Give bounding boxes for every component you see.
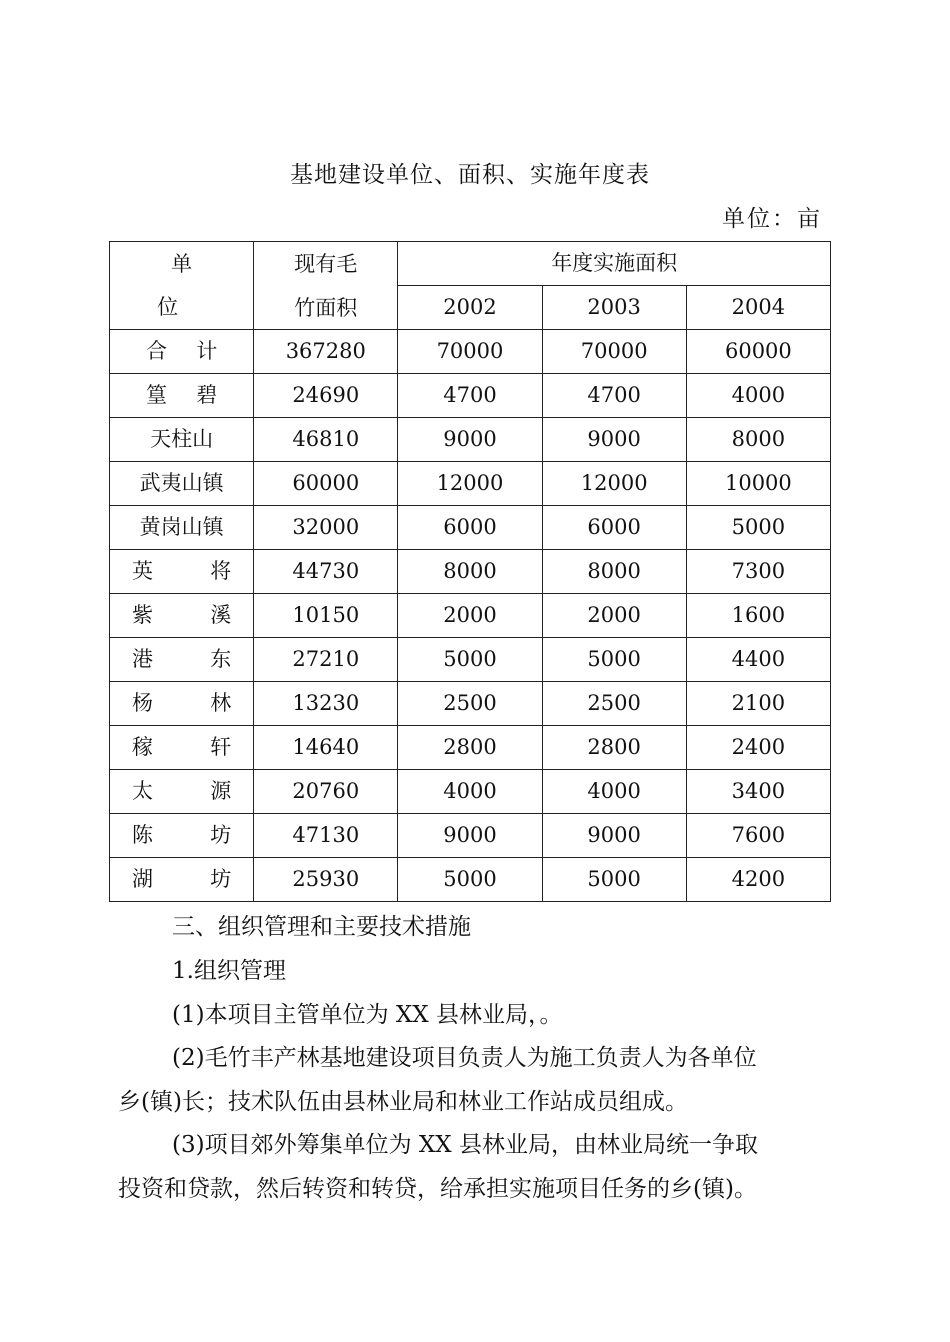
- row-unit-char: 杨: [132, 691, 153, 715]
- cell-y2004: 2100: [686, 682, 830, 726]
- cell-y2003: 9000: [542, 418, 686, 462]
- table-row: [110, 682, 831, 726]
- row-unit-char: 港: [132, 647, 153, 671]
- header-current-area: [254, 242, 398, 330]
- cell-current: 44730: [254, 550, 398, 594]
- header-current-line2: 竹面积: [294, 295, 358, 320]
- row-unit-name: [110, 726, 254, 770]
- cell-current: 13230: [254, 682, 398, 726]
- row-unit-name: [110, 550, 254, 594]
- cell-y2002: 2000: [398, 594, 542, 638]
- cell-y2002: 4700: [398, 374, 542, 418]
- row-unit-name: 武夷山镇: [110, 462, 254, 506]
- cell-current: 14640: [254, 726, 398, 770]
- cell-y2004: 8000: [686, 418, 830, 462]
- cell-y2003: 9000: [542, 814, 686, 858]
- cell-current: 60000: [254, 462, 398, 506]
- row-unit-char: 将: [210, 559, 232, 583]
- cell-y2004: 4200: [686, 858, 830, 902]
- paragraph-item3-line2: 投资和贷款，然后转资和转贷，给承担实施项目任务的乡(镇)。: [118, 1176, 757, 1202]
- cell-current: 27210: [254, 638, 398, 682]
- cell-current: 10150: [254, 594, 398, 638]
- row-unit-char: 碧: [196, 383, 218, 407]
- table-title: 基地建设单位、面积、实施年度表: [290, 162, 650, 188]
- section-heading: 三、组织管理和主要技术措施: [172, 914, 471, 940]
- row-unit-char: 坊: [210, 823, 232, 847]
- paragraph-item2-line2: 乡(镇)长；技术队伍由县林业局和林业工作站成员组成。: [118, 1089, 688, 1115]
- cell-y2002: 2500: [398, 682, 542, 726]
- header-year: 2002: [398, 286, 542, 330]
- row-unit-char: 英: [132, 559, 153, 583]
- row-unit-name: [110, 814, 254, 858]
- row-unit-char: 篁: [146, 383, 167, 407]
- cell-y2003: 8000: [542, 550, 686, 594]
- row-unit-char: 陈: [132, 823, 153, 847]
- table-row: [110, 550, 831, 594]
- subsection-heading: 1.组织管理: [172, 958, 286, 984]
- row-unit-char: 林: [210, 691, 232, 715]
- cell-y2002: 5000: [398, 638, 542, 682]
- cell-y2004: 1600: [686, 594, 830, 638]
- cell-y2003: 5000: [542, 638, 686, 682]
- row-unit-name: 黄岗山镇: [110, 506, 254, 550]
- table-row: [110, 462, 831, 506]
- table-row: [110, 374, 831, 418]
- cell-y2003: 6000: [542, 506, 686, 550]
- cell-y2002: 12000: [398, 462, 542, 506]
- cell-y2002: 5000: [398, 858, 542, 902]
- cell-y2003: 4000: [542, 770, 686, 814]
- row-unit-char: 轩: [210, 735, 232, 759]
- row-unit-char: 溪: [210, 603, 232, 627]
- row-unit-name: [110, 374, 254, 418]
- row-unit-char: 湖: [132, 867, 153, 891]
- unit-label: 单位：亩: [722, 206, 822, 232]
- row-unit-char: 紫: [132, 603, 153, 627]
- cell-y2003: 4700: [542, 374, 686, 418]
- row-unit-char: 合: [146, 339, 167, 363]
- cell-y2002: 6000: [398, 506, 542, 550]
- cell-current: 367280: [254, 330, 398, 374]
- header-year: 2004: [686, 286, 830, 330]
- table-row: [110, 594, 831, 638]
- cell-y2004: 7600: [686, 814, 830, 858]
- cell-y2003: 2500: [542, 682, 686, 726]
- cell-current: 20760: [254, 770, 398, 814]
- cell-y2003: 70000: [542, 330, 686, 374]
- table-row: [110, 638, 831, 682]
- cell-current: 47130: [254, 814, 398, 858]
- cell-current: 46810: [254, 418, 398, 462]
- table-row: [110, 858, 831, 902]
- header-unit: 单 位: [110, 242, 254, 330]
- cell-y2004: 4000: [686, 374, 830, 418]
- row-unit-name: [110, 682, 254, 726]
- cell-y2002: 8000: [398, 550, 542, 594]
- table-row: [110, 330, 831, 374]
- row-unit-char: 东: [210, 647, 232, 671]
- row-unit-char: 源: [210, 779, 232, 803]
- table-row: [110, 418, 831, 462]
- cell-y2003: 5000: [542, 858, 686, 902]
- cell-y2002: 9000: [398, 814, 542, 858]
- row-unit-name: [110, 330, 254, 374]
- header-annual-area: 年度实施面积: [398, 242, 831, 286]
- row-unit-name: [110, 638, 254, 682]
- header-year: 2003: [542, 286, 686, 330]
- cell-y2003: 2800: [542, 726, 686, 770]
- cell-y2003: 12000: [542, 462, 686, 506]
- table-row: [110, 814, 831, 858]
- cell-current: 32000: [254, 506, 398, 550]
- cell-y2002: 9000: [398, 418, 542, 462]
- planting-area-table: [109, 241, 831, 902]
- cell-y2004: 60000: [686, 330, 830, 374]
- table-row: [110, 726, 831, 770]
- cell-y2003: 2000: [542, 594, 686, 638]
- row-unit-name: [110, 594, 254, 638]
- cell-current: 25930: [254, 858, 398, 902]
- cell-current: 24690: [254, 374, 398, 418]
- row-unit-name: [110, 858, 254, 902]
- cell-y2002: 2800: [398, 726, 542, 770]
- row-unit-name: 天柱山: [110, 418, 254, 462]
- table-header-row-1: [110, 242, 831, 286]
- paragraph-item3-line1: (3)项目郊外筹集单位为 XX 县林业局，由林业局统一争取: [172, 1132, 758, 1158]
- row-unit-char: 计: [196, 339, 218, 363]
- cell-y2004: 3400: [686, 770, 830, 814]
- row-unit-name: [110, 770, 254, 814]
- cell-y2002: 4000: [398, 770, 542, 814]
- row-unit-char: 坊: [210, 867, 232, 891]
- row-unit-char: 太: [132, 779, 153, 803]
- cell-y2004: 2400: [686, 726, 830, 770]
- header-current-line1: 现有毛: [294, 251, 358, 276]
- cell-y2004: 5000: [686, 506, 830, 550]
- table-row: [110, 770, 831, 814]
- row-unit-char: 稼: [132, 735, 153, 759]
- cell-y2004: 7300: [686, 550, 830, 594]
- paragraph-item1: (1)本项目主管单位为 XX 县林业局，。: [172, 1002, 563, 1028]
- cell-y2002: 70000: [398, 330, 542, 374]
- cell-y2004: 4400: [686, 638, 830, 682]
- paragraph-item2-line1: (2)毛竹丰产林基地建设项目负责人为施工负责人为各单位: [172, 1045, 757, 1071]
- table-row: [110, 506, 831, 550]
- cell-y2004: 10000: [686, 462, 830, 506]
